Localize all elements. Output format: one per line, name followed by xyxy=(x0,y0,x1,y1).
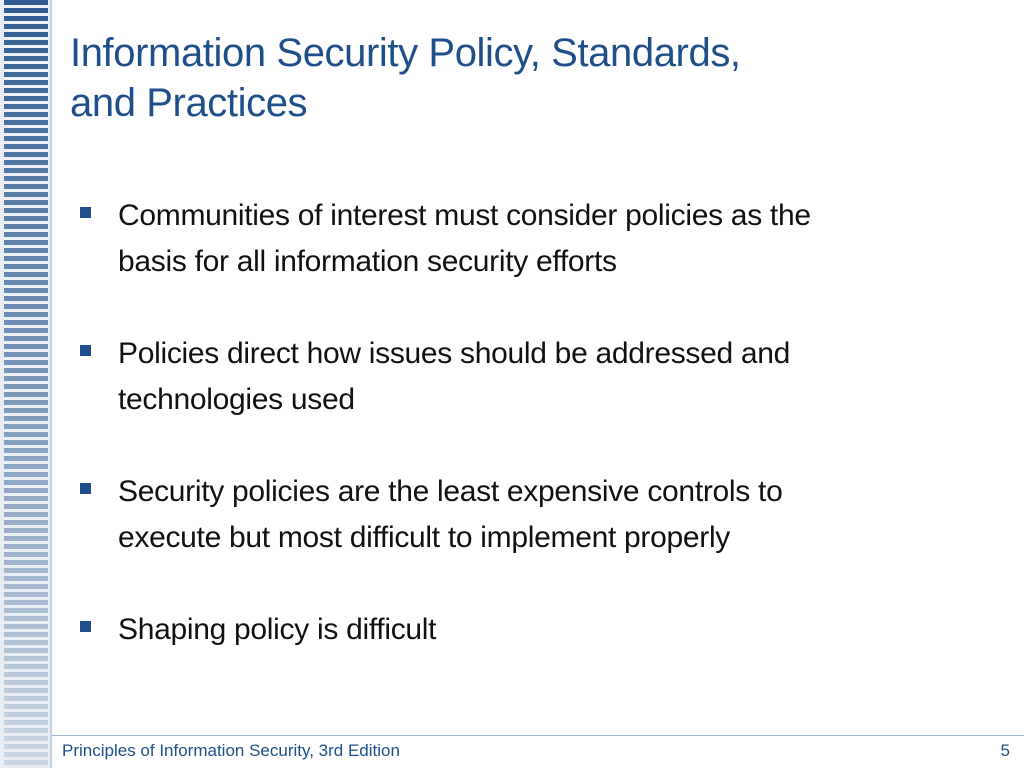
bullet-text: Communities of interest must consider policies as the basis for all information security efforts xyxy=(118,199,811,278)
bullet-text: Security policies are the least expensive controls to execute but most difficult to implement properly xyxy=(118,475,783,554)
bullet-item xyxy=(80,331,940,423)
footer-divider xyxy=(52,735,1024,736)
striped-pattern xyxy=(4,0,48,768)
square-bullet-icon xyxy=(80,483,91,494)
bullet-item xyxy=(80,193,940,285)
left-decorative-bar xyxy=(0,0,52,768)
bullet-item xyxy=(80,607,940,653)
square-bullet-icon xyxy=(80,345,91,356)
title-line-2: and Practices xyxy=(70,81,308,125)
footer-book-title: Principles of Information Security, 3rd Edition xyxy=(62,741,400,760)
bullet-text: Shaping policy is difficult xyxy=(118,613,437,646)
square-bullet-icon xyxy=(80,207,91,218)
title-line-1: Information Security Policy, Standards, xyxy=(70,31,741,75)
square-bullet-icon xyxy=(80,621,91,632)
bullet-list xyxy=(80,193,940,699)
slide-title xyxy=(70,28,970,128)
bullet-item xyxy=(80,469,940,561)
bullet-text: Policies direct how issues should be addressed and technologies used xyxy=(118,337,791,416)
page-number: 5 xyxy=(1000,741,1010,760)
